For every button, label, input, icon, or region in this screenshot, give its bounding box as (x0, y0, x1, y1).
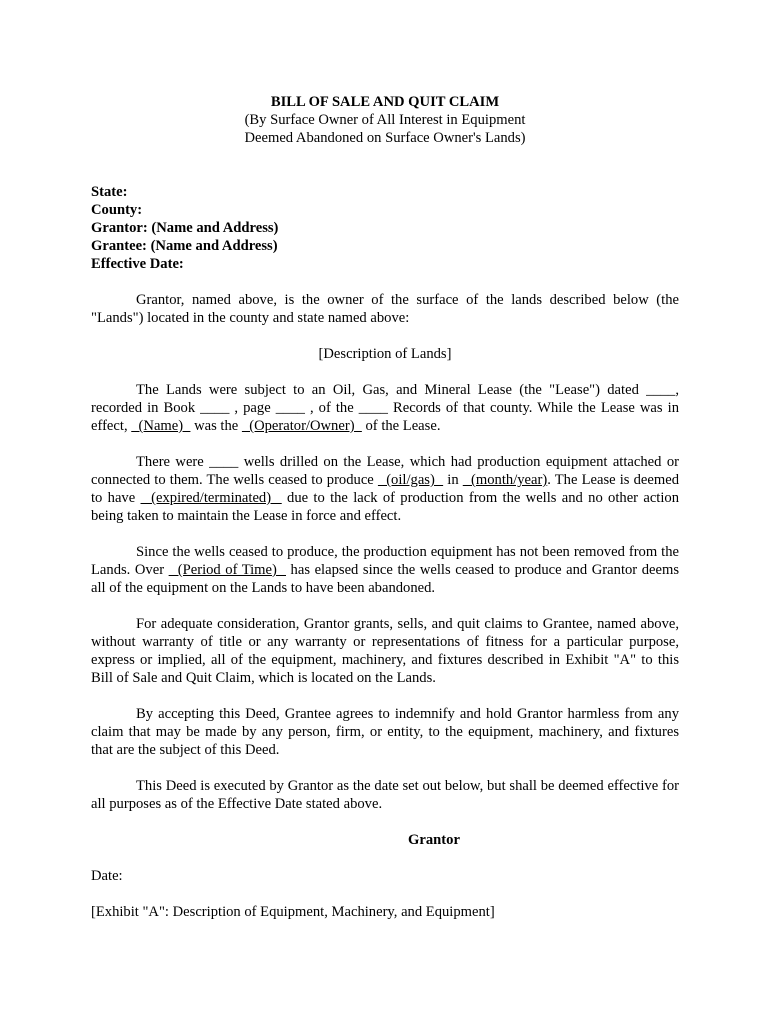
header-fields (91, 183, 679, 273)
date-label: Date: (91, 868, 123, 884)
document-title: BILL OF SALE AND QUIT CLAIM (270, 94, 500, 110)
paragraph-effective: This Deed is executed by Grantor as the date set out below, but shall be deemed effective for all purposes as of the Effective Date stated above. (91, 778, 679, 812)
paragraph-indemnity: By accepting this Deed, Grantee agrees to indemnify and hold Grantor harmless from any claim that may be made by any person, firm, or entity, to the equipment, machinery, and fixtures that are the subject of this Deed. (91, 706, 679, 758)
blank-expired-terminated: (expired/terminated) (140, 490, 282, 506)
grantor-label: Grantor: (Name and Address) (91, 220, 279, 236)
paragraph-wells (91, 453, 679, 525)
lease-text-a: The Lands were subject to an Oil, Gas, and Mineral Lease (the "Lease") dated ____, recorded in Book ____ , page ____ , of the ____ Records of that county. While the Lease was in effect, (91, 382, 679, 434)
wells-text-b: in (443, 472, 463, 488)
abandon-text-b: has elapsed since the wells ceased to produce and Grantor deems all of the equipment on the Lands to have been abandoned. (91, 562, 679, 596)
blank-period-of-time: (Period of Time) (168, 562, 286, 578)
abandon-text-a: Since the wells ceased to produce, the production equipment has not been removed from the Lands. Over (91, 544, 679, 578)
blank-oil-gas: (oil/gas) (377, 472, 444, 488)
blank-operator-owner: (Operator/Owner) (241, 418, 362, 434)
document-subtitle-line1: (By Surface Owner of All Interest in Equipment (244, 112, 526, 128)
lease-text-b: was the (190, 418, 242, 434)
paragraph-ownership: Grantor, named above, is the owner of the surface of the lands described below (the "Lands") located in the county and state named above: (91, 292, 679, 326)
exhibit-reference: [Exhibit "A": Description of Equipment, Machinery, and Equipment] (91, 904, 495, 920)
title-block (91, 93, 679, 147)
paragraph-lease (91, 381, 679, 435)
paragraph-conveyance: For adequate consideration, Grantor grants, sells, and quit claims to Grantee, named above, without warranty of title or any warranty or representations of fitness for a particular purpose, express or implied, all of the equipment, machinery, and fixtures described in Exhibit "A" to this Bill of Sale and Quit Claim, which is located on the Lands. (91, 616, 679, 686)
wells-text-a: There were ____ wells drilled on the Lease, which had production equipment attached or connected to them. The wells ceased to produce (91, 454, 679, 488)
grantor-signature-label: Grantor (408, 832, 460, 848)
lease-text-c: of the Lease. (361, 418, 441, 434)
blank-name: (Name) (131, 418, 191, 434)
description-of-lands: [Description of Lands] (318, 346, 452, 362)
document-page (91, 93, 679, 921)
wells-text-d: due to the lack of production from the wells and no other action being taken to maintain the Lease in force and effect. (91, 490, 680, 524)
grantee-label: Grantee: (Name and Address) (91, 238, 278, 254)
document-subtitle-line2: Deemed Abandoned on Surface Owner's Lands) (244, 130, 526, 146)
state-label: State: (91, 184, 128, 200)
blank-month-year: (month/year) (462, 472, 548, 488)
paragraph-abandonment (91, 543, 679, 597)
county-label: County: (91, 202, 143, 218)
effective-date-label: Effective Date: (91, 256, 184, 272)
wells-text-c: . The Lease is deemed to have (91, 472, 680, 506)
